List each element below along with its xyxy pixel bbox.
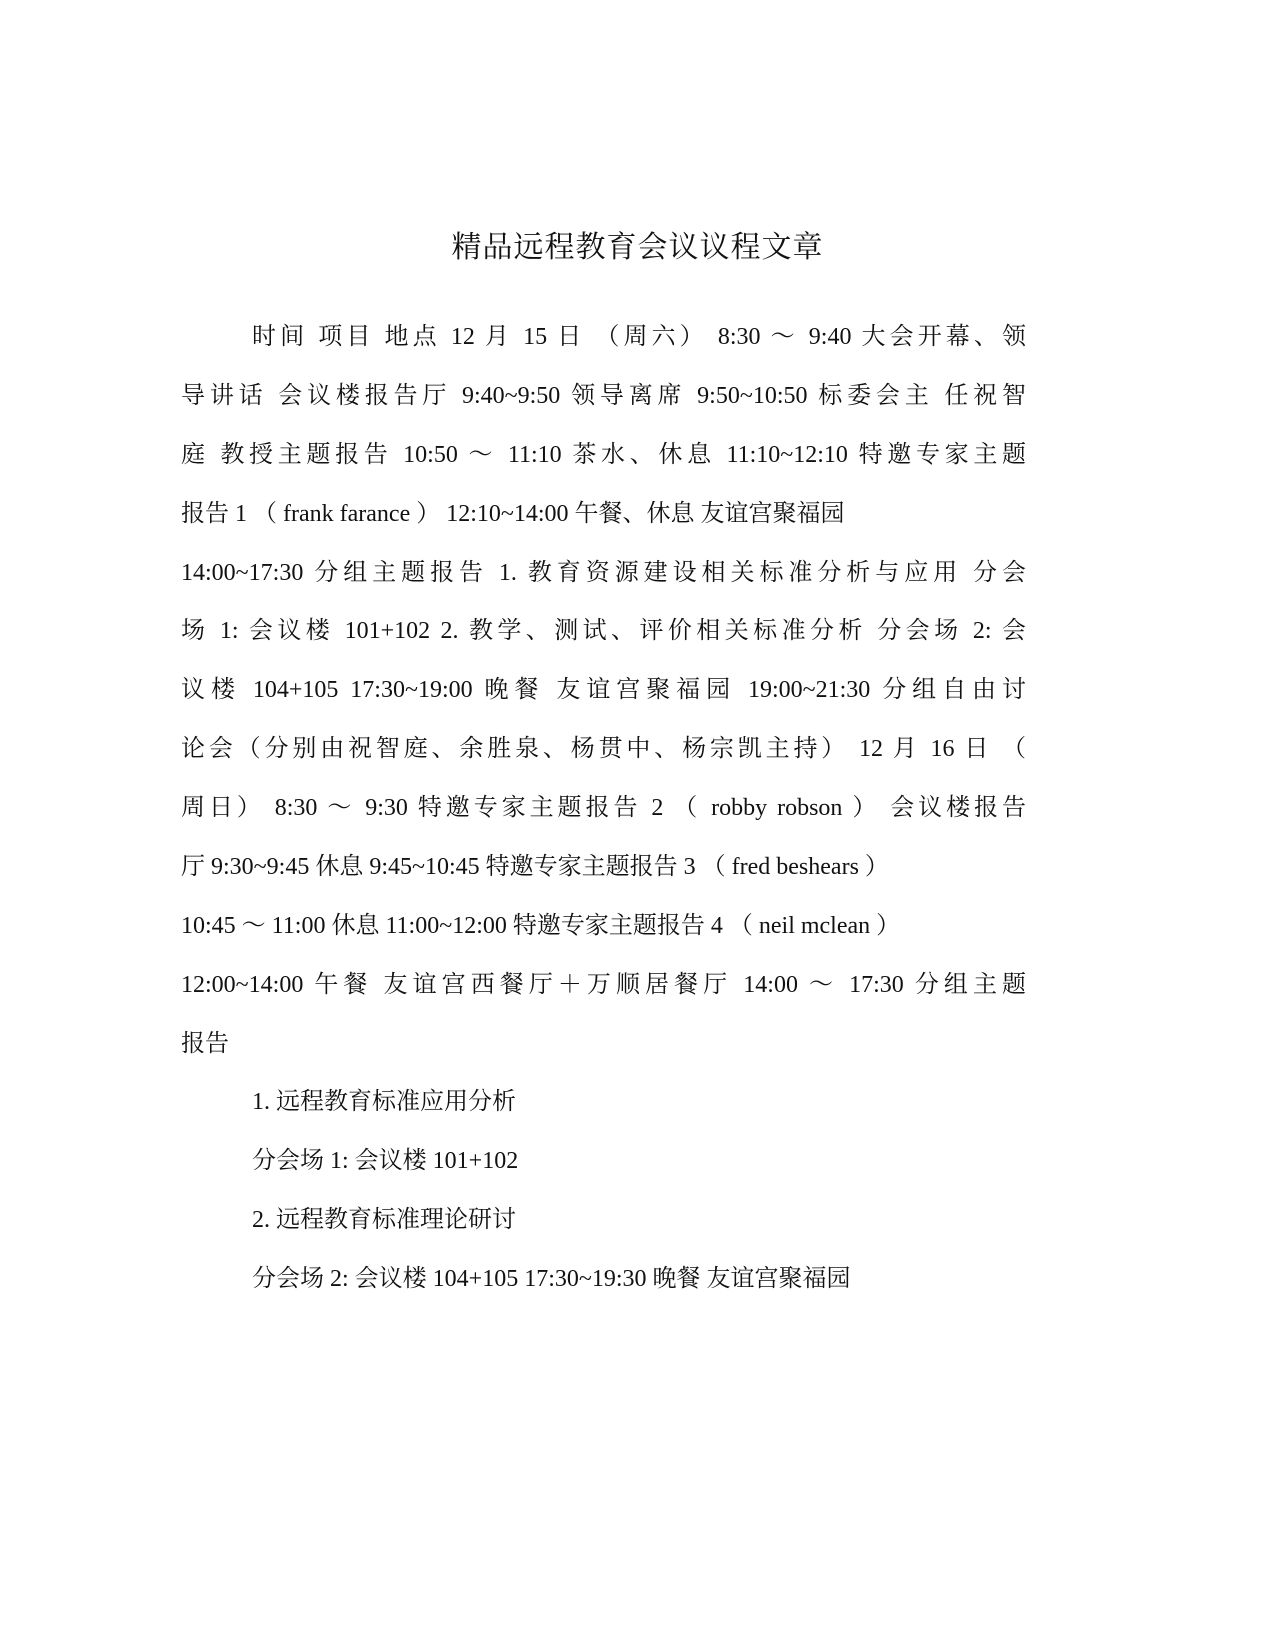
paragraph-line: 庭 教授主题报告 10:50 ～ 11:10 茶水、休息 11:10~12:10 特邀专家主题 <box>181 441 1026 468</box>
session-list <box>252 1077 851 1313</box>
paragraph-line: 报告 1 （ frank farance ） 12:10~14:00 午餐、休息 友谊宫聚福园 <box>181 500 845 527</box>
paragraph-line: 周日） 8:30 ～ 9:30 特邀专家主题报告 2 （ robby robson ） 会议楼报告 <box>181 795 1026 822</box>
paragraph-line: 论会（分别由祝智庭、余胜泉、杨贯中、杨宗凯主持） 12 月 16 日 （ <box>181 736 1026 763</box>
paragraph-line: 导讲话 会议楼报告厅 9:40~9:50 领导离席 9:50~10:50 标委会主 任祝智 <box>181 382 1026 409</box>
paragraph-line: 议楼 104+105 17:30~19:00 晚餐 友谊宫聚福园 19:00~21:30 分组自由讨 <box>181 677 1026 704</box>
paragraph-line: 厅 9:30~9:45 休息 9:45~10:45 特邀专家主题报告 3 （ fred beshears ） <box>181 854 889 881</box>
list-item: 1. 远程教育标准应用分析 <box>252 1089 516 1115</box>
paragraph-line: 12:00~14:00 午餐 友谊宫西餐厅＋万顺居餐厅 14:00 ～ 17:30 分组主题 <box>181 971 1026 998</box>
paragraph-line: 报告 <box>181 1030 229 1057</box>
agenda-paragraph <box>181 312 1026 1078</box>
paragraph-line: 时间 项目 地点 12 月 15 日 （周六） 8:30 ～ 9:40 大会开幕、领 <box>252 324 1026 350</box>
document-title: 精品远程教育会议议程文章 <box>451 230 824 266</box>
paragraph-line: 场 1: 会议楼 101+102 2. 教学、测试、评价相关标准分析 分会场 2: 会 <box>181 618 1026 645</box>
paragraph-line: 10:45 ～ 11:00 休息 11:00~12:00 特邀专家主题报告 4 （ neil mclean ） <box>181 912 901 939</box>
list-item: 分会场 2: 会议楼 104+105 17:30~19:30 晚餐 友谊宫聚福园 <box>252 1265 851 1292</box>
list-item: 2. 远程教育标准理论研讨 <box>252 1206 516 1233</box>
paragraph-line: 14:00~17:30 分组主题报告 1. 教育资源建设相关标准分析与应用 分会 <box>181 559 1026 586</box>
list-item: 分会场 1: 会议楼 101+102 <box>252 1147 519 1174</box>
